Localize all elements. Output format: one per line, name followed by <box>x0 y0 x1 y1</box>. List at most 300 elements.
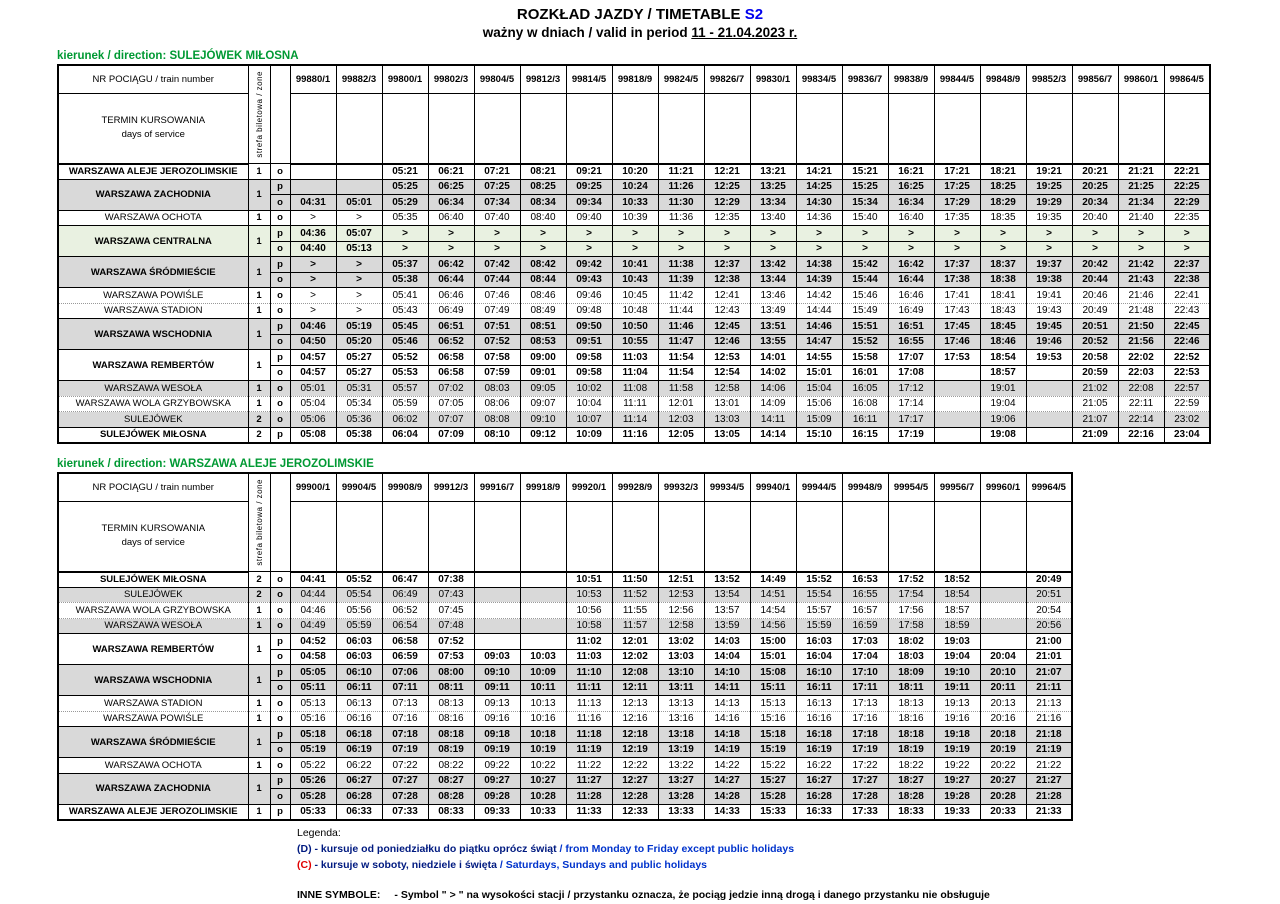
train-number: 99826/7 <box>704 65 750 94</box>
time-cell: 20:04 <box>980 649 1026 665</box>
zone-cell: 1 <box>248 164 270 180</box>
stop-type-cell: o <box>270 649 290 665</box>
time-cell: 14:01 <box>750 350 796 366</box>
time-cell: 22:14 <box>1118 412 1164 428</box>
time-cell: 06:03 <box>336 634 382 650</box>
time-cell: 10:16 <box>520 711 566 727</box>
legend-c-polish: - kursuje w soboty, niedziele i święta <box>311 859 500 872</box>
time-cell: > <box>290 288 336 304</box>
time-cell: 10:33 <box>520 804 566 820</box>
time-cell: 21:28 <box>1026 789 1072 805</box>
time-cell: 05:36 <box>336 412 382 428</box>
time-cell: 11:30 <box>658 195 704 211</box>
time-cell: 22:02 <box>1118 350 1164 366</box>
time-cell: > <box>934 241 980 257</box>
stop-type-cell: o <box>270 164 290 180</box>
time-cell: 17:16 <box>842 711 888 727</box>
time-cell: 11:11 <box>612 396 658 412</box>
time-cell: 15:46 <box>842 288 888 304</box>
station-time-row <box>58 303 1210 319</box>
time-cell: 18:02 <box>888 634 934 650</box>
time-cell: 10:24 <box>612 179 658 195</box>
time-cell: 05:54 <box>336 587 382 603</box>
time-cell: 15:16 <box>750 711 796 727</box>
train-number: 99818/9 <box>612 65 658 94</box>
time-cell: > <box>290 257 336 273</box>
time-cell: 05:07 <box>336 226 382 242</box>
time-cell: 09:42 <box>566 257 612 273</box>
time-cell: 10:02 <box>566 381 612 397</box>
time-cell: > <box>658 226 704 242</box>
time-cell: 14:04 <box>704 649 750 665</box>
time-cell: > <box>290 272 336 288</box>
station-cell: WARSZAWA POWIŚLE <box>58 288 248 304</box>
validity-subtitle <box>0 25 1280 42</box>
station-time-row <box>58 412 1210 428</box>
zone-cell: 1 <box>248 696 270 712</box>
content-section <box>57 50 1280 821</box>
days-of-service-header <box>58 502 248 572</box>
time-cell: 17:58 <box>888 618 934 634</box>
legend <box>297 825 1280 904</box>
time-cell: 10:18 <box>520 727 566 743</box>
time-cell: 05:05 <box>290 665 336 681</box>
time-cell: 10:22 <box>520 758 566 774</box>
days-of-service-cell <box>1118 94 1164 164</box>
time-cell: 08:28 <box>428 789 474 805</box>
time-cell: 09:33 <box>474 804 520 820</box>
time-cell: 17:12 <box>888 381 934 397</box>
zone-cell: 1 <box>248 257 270 288</box>
time-cell: 07:49 <box>474 303 520 319</box>
time-cell: 11:02 <box>566 634 612 650</box>
time-cell: 05:29 <box>382 195 428 211</box>
station-time-row <box>58 603 1072 619</box>
zone-cell: 1 <box>248 179 270 210</box>
time-cell: 05:04 <box>290 396 336 412</box>
time-cell: 05:13 <box>290 696 336 712</box>
time-cell: 05:37 <box>382 257 428 273</box>
time-cell: 04:44 <box>290 587 336 603</box>
station-time-row <box>58 572 1072 588</box>
time-cell: 18:45 <box>980 319 1026 335</box>
time-cell: 21:46 <box>1118 288 1164 304</box>
time-cell: 11:27 <box>566 773 612 789</box>
time-cell: 21:22 <box>1026 758 1072 774</box>
time-cell: 20:10 <box>980 665 1026 681</box>
time-cell: > <box>290 303 336 319</box>
time-cell: > <box>1072 241 1118 257</box>
time-cell: 09:18 <box>474 727 520 743</box>
stop-type-cell: o <box>270 412 290 428</box>
time-cell: 19:27 <box>934 773 980 789</box>
zone-cell: 1 <box>248 350 270 381</box>
time-cell: 06:16 <box>336 711 382 727</box>
time-cell: 05:38 <box>336 427 382 443</box>
train-number: 99838/9 <box>888 65 934 94</box>
time-cell: 06:18 <box>336 727 382 743</box>
time-cell: 07:33 <box>382 804 428 820</box>
time-cell <box>980 634 1026 650</box>
time-cell: 07:46 <box>474 288 520 304</box>
legend-d-symbol: (D) <box>297 842 312 855</box>
station-time-row <box>58 396 1210 412</box>
time-cell: 17:17 <box>888 412 934 428</box>
zone-vertical-label: strefa biletowa / zone <box>254 479 264 566</box>
station-cell: WARSZAWA WOLA GRZYBOWSKA <box>58 603 248 619</box>
time-cell: 14:27 <box>704 773 750 789</box>
train-number: 99814/5 <box>566 65 612 94</box>
time-cell: 08:22 <box>428 758 474 774</box>
stop-type-cell: o <box>270 272 290 288</box>
time-cell: 17:22 <box>842 758 888 774</box>
time-cell: 16:10 <box>796 665 842 681</box>
time-cell: 12:05 <box>658 427 704 443</box>
time-cell: > <box>336 210 382 226</box>
time-cell: 13:49 <box>750 303 796 319</box>
time-cell: 16:27 <box>796 773 842 789</box>
time-cell: 10:39 <box>612 210 658 226</box>
time-cell: 10:48 <box>612 303 658 319</box>
zone-cell: 1 <box>248 773 270 804</box>
time-cell: 11:54 <box>658 365 704 381</box>
time-cell: 09:01 <box>520 365 566 381</box>
train-number-header-label: NR POCIĄGU / train number <box>58 65 248 94</box>
legend-weekend-line <box>297 857 1280 873</box>
legend-other-symbols-line <box>297 887 1280 903</box>
time-cell: 08:42 <box>520 257 566 273</box>
station-time-row <box>58 634 1072 650</box>
time-cell: > <box>750 241 796 257</box>
time-cell: 11:26 <box>658 179 704 195</box>
stop-type-cell: p <box>270 727 290 743</box>
time-cell: 11:36 <box>658 210 704 226</box>
time-cell: 11:39 <box>658 272 704 288</box>
stop-type-cell: o <box>270 288 290 304</box>
days-of-service-line1: TERMIN KURSOWANIA <box>101 115 206 127</box>
time-cell: 06:52 <box>382 603 428 619</box>
station-time-row <box>58 350 1210 366</box>
time-cell: 11:11 <box>566 680 612 696</box>
time-cell: 18:54 <box>934 587 980 603</box>
time-cell: 17:43 <box>934 303 980 319</box>
time-cell: 08:27 <box>428 773 474 789</box>
station-time-row <box>58 758 1072 774</box>
time-cell: 10:27 <box>520 773 566 789</box>
train-number: 99812/3 <box>520 65 566 94</box>
time-cell <box>1026 396 1072 412</box>
time-cell: 16:51 <box>888 319 934 335</box>
legend-c-english: / Saturdays, Sundays and public holidays <box>499 859 707 872</box>
time-cell: 21:40 <box>1118 210 1164 226</box>
time-cell: 19:41 <box>1026 288 1072 304</box>
time-cell: 06:27 <box>336 773 382 789</box>
time-cell: 16:15 <box>842 427 888 443</box>
time-cell: 09:58 <box>566 365 612 381</box>
time-cell: 19:35 <box>1026 210 1072 226</box>
time-cell <box>290 164 336 180</box>
time-cell: 05:28 <box>290 789 336 805</box>
time-cell: 20:25 <box>1072 179 1118 195</box>
time-cell: 08:03 <box>474 381 520 397</box>
zone-cell: 1 <box>248 603 270 619</box>
train-number: 99836/7 <box>842 65 888 94</box>
time-cell: 16:04 <box>796 649 842 665</box>
time-cell: 13:33 <box>658 804 704 820</box>
time-cell: 14:54 <box>750 603 796 619</box>
time-cell: 12:28 <box>612 789 658 805</box>
time-cell: 20:52 <box>1072 334 1118 350</box>
time-cell: > <box>474 226 520 242</box>
time-cell: 19:18 <box>934 727 980 743</box>
train-number: 99848/9 <box>980 65 1026 94</box>
time-cell: 05:20 <box>336 334 382 350</box>
station-time-row <box>58 210 1210 226</box>
time-cell: 20:11 <box>980 680 1026 696</box>
time-cell: 08:51 <box>520 319 566 335</box>
time-cell: 07:28 <box>382 789 428 805</box>
time-cell: 07:48 <box>428 618 474 634</box>
time-cell: 13:55 <box>750 334 796 350</box>
time-cell: 21:02 <box>1072 381 1118 397</box>
title-block <box>0 0 1280 42</box>
time-cell: 18:46 <box>980 334 1026 350</box>
time-cell: 15:54 <box>796 587 842 603</box>
time-cell: 05:27 <box>336 365 382 381</box>
time-cell: 08:06 <box>474 396 520 412</box>
time-cell: 13:02 <box>658 634 704 650</box>
station-cell: SULEJÓWEK MIŁOSNA <box>58 427 248 443</box>
time-cell: > <box>382 226 428 242</box>
time-cell: 08:46 <box>520 288 566 304</box>
time-cell: 06:58 <box>382 634 428 650</box>
time-cell: 20:46 <box>1072 288 1118 304</box>
time-cell <box>934 427 980 443</box>
time-cell: 17:10 <box>842 665 888 681</box>
time-cell: > <box>566 226 612 242</box>
stop-type-cell: o <box>270 572 290 588</box>
time-cell: 06:11 <box>336 680 382 696</box>
direction-heading-1 <box>57 50 1280 62</box>
time-cell: 05:38 <box>382 272 428 288</box>
station-cell: WARSZAWA WESOŁA <box>58 381 248 397</box>
time-cell: 19:29 <box>1026 195 1072 211</box>
time-cell: 20:49 <box>1026 572 1072 588</box>
time-cell: 18:27 <box>888 773 934 789</box>
time-cell: 09:13 <box>474 696 520 712</box>
time-cell <box>290 179 336 195</box>
time-cell: 19:25 <box>1026 179 1072 195</box>
zone-vertical-label: strefa biletowa / zone <box>254 71 264 158</box>
time-cell: 06:03 <box>336 649 382 665</box>
time-cell: > <box>428 241 474 257</box>
time-cell: 05:59 <box>336 618 382 634</box>
time-cell: 21:27 <box>1026 773 1072 789</box>
time-cell: 08:19 <box>428 742 474 758</box>
time-cell: 07:59 <box>474 365 520 381</box>
zone-cell: 1 <box>248 210 270 226</box>
time-cell: 12:37 <box>704 257 750 273</box>
legend-d-polish: - kursuje od poniedziałku do piątku oprócz świąt <box>311 842 560 855</box>
time-cell: 10:28 <box>520 789 566 805</box>
time-cell: 10:11 <box>520 680 566 696</box>
time-cell: 07:25 <box>474 179 520 195</box>
days-of-service-cell <box>842 502 888 572</box>
time-cell: 21:13 <box>1026 696 1072 712</box>
time-cell: > <box>888 226 934 242</box>
time-cell: 04:57 <box>290 350 336 366</box>
time-cell: 11:52 <box>612 587 658 603</box>
zone-cell: 1 <box>248 634 270 665</box>
time-cell: 06:19 <box>336 742 382 758</box>
days-of-service-cell <box>428 94 474 164</box>
station-cell: WARSZAWA ŚRÓDMIEŚCIE <box>58 257 248 288</box>
time-cell: 14:42 <box>796 288 842 304</box>
time-cell: 10:09 <box>520 665 566 681</box>
time-cell: 04:40 <box>290 241 336 257</box>
time-cell: 14:49 <box>750 572 796 588</box>
time-cell: 06:58 <box>428 365 474 381</box>
time-cell: 17:04 <box>842 649 888 665</box>
stop-type-cell: o <box>270 680 290 696</box>
time-cell: 09:43 <box>566 272 612 288</box>
time-cell: 12:33 <box>612 804 658 820</box>
time-cell: 13:52 <box>704 572 750 588</box>
time-cell: 08:10 <box>474 427 520 443</box>
time-cell: 15:51 <box>842 319 888 335</box>
station-time-row <box>58 381 1210 397</box>
time-cell: 17:25 <box>934 179 980 195</box>
days-of-service-line2: days of service <box>121 537 185 549</box>
station-time-row <box>58 179 1210 195</box>
time-cell: 21:42 <box>1118 257 1164 273</box>
time-cell: 17:33 <box>842 804 888 820</box>
stop-type-cell: o <box>270 396 290 412</box>
time-cell: 09:50 <box>566 319 612 335</box>
time-cell: 12:53 <box>704 350 750 366</box>
station-cell: SULEJÓWEK MIŁOSNA <box>58 572 248 588</box>
time-cell: 13:21 <box>750 164 796 180</box>
time-cell: 13:34 <box>750 195 796 211</box>
time-cell: 21:48 <box>1118 303 1164 319</box>
time-cell: 06:33 <box>336 804 382 820</box>
stop-type-cell: p <box>270 773 290 789</box>
time-cell: 19:13 <box>934 696 980 712</box>
time-cell: 07:43 <box>428 587 474 603</box>
time-cell: 10:50 <box>612 319 658 335</box>
train-number: 99804/5 <box>474 65 520 94</box>
time-cell: 13:42 <box>750 257 796 273</box>
time-cell: 15:06 <box>796 396 842 412</box>
days-of-service-cell <box>796 94 842 164</box>
train-number: 99856/7 <box>1072 65 1118 94</box>
time-cell: 14:11 <box>750 412 796 428</box>
time-cell: 14:30 <box>796 195 842 211</box>
time-cell: 18:41 <box>980 288 1026 304</box>
time-cell: 19:45 <box>1026 319 1072 335</box>
time-cell: 10:13 <box>520 696 566 712</box>
time-cell: 22:52 <box>1164 350 1210 366</box>
time-cell: 13:18 <box>658 727 704 743</box>
time-cell: 07:16 <box>382 711 428 727</box>
time-cell: 18:43 <box>980 303 1026 319</box>
time-cell: 17:56 <box>888 603 934 619</box>
time-cell: > <box>842 226 888 242</box>
train-number: 99830/1 <box>750 65 796 94</box>
time-cell: 22:38 <box>1164 272 1210 288</box>
time-cell: 09:07 <box>520 396 566 412</box>
time-cell: 18:03 <box>888 649 934 665</box>
time-cell: 13:25 <box>750 179 796 195</box>
time-cell: 19:37 <box>1026 257 1072 273</box>
time-cell: 17:54 <box>888 587 934 603</box>
days-of-service-cell <box>428 502 474 572</box>
train-number: 99802/3 <box>428 65 474 94</box>
stop-type-cell: p <box>270 319 290 335</box>
zone-cell: 1 <box>248 303 270 319</box>
days-of-service-cell <box>980 502 1026 572</box>
days-of-service-cell <box>750 502 796 572</box>
time-cell: 16:59 <box>842 618 888 634</box>
time-cell: 23:02 <box>1164 412 1210 428</box>
zone-column-header <box>248 65 270 164</box>
time-cell: 23:04 <box>1164 427 1210 443</box>
time-cell: 17:14 <box>888 396 934 412</box>
days-of-service-cell <box>980 94 1026 164</box>
time-cell: 06:59 <box>382 649 428 665</box>
time-cell: 08:00 <box>428 665 474 681</box>
train-number: 99900/1 <box>290 473 336 502</box>
time-cell: 16:55 <box>842 587 888 603</box>
time-cell: 04:58 <box>290 649 336 665</box>
time-cell <box>520 587 566 603</box>
time-cell: 05:25 <box>382 179 428 195</box>
stop-type-cell: o <box>270 381 290 397</box>
time-cell: 14:28 <box>704 789 750 805</box>
time-cell: 12:27 <box>612 773 658 789</box>
stop-type-cell: o <box>270 365 290 381</box>
time-cell: 20:33 <box>980 804 1026 820</box>
time-cell: 11:50 <box>612 572 658 588</box>
time-cell: 15:00 <box>750 634 796 650</box>
time-cell: 10:09 <box>566 427 612 443</box>
train-number: 99844/5 <box>934 65 980 94</box>
time-cell: 09:21 <box>566 164 612 180</box>
zone-cell: 1 <box>248 665 270 696</box>
time-cell: 15:11 <box>750 680 796 696</box>
time-cell: 16:53 <box>842 572 888 588</box>
time-cell: 06:28 <box>336 789 382 805</box>
zone-cell: 1 <box>248 711 270 727</box>
time-cell: 07:07 <box>428 412 474 428</box>
days-of-service-cell <box>290 502 336 572</box>
time-cell: 16:34 <box>888 195 934 211</box>
time-cell: 13:46 <box>750 288 796 304</box>
time-cell: 15:08 <box>750 665 796 681</box>
time-cell: 16:22 <box>796 758 842 774</box>
time-cell: 15:52 <box>842 334 888 350</box>
time-cell: 08:21 <box>520 164 566 180</box>
time-cell: 12:22 <box>612 758 658 774</box>
time-cell: 17:19 <box>888 427 934 443</box>
time-cell: 18:13 <box>888 696 934 712</box>
time-cell: 08:53 <box>520 334 566 350</box>
time-cell: 22:11 <box>1118 396 1164 412</box>
station-time-row <box>58 257 1210 273</box>
time-cell: 18:33 <box>888 804 934 820</box>
time-cell: 16:25 <box>888 179 934 195</box>
time-cell: 09:10 <box>474 665 520 681</box>
